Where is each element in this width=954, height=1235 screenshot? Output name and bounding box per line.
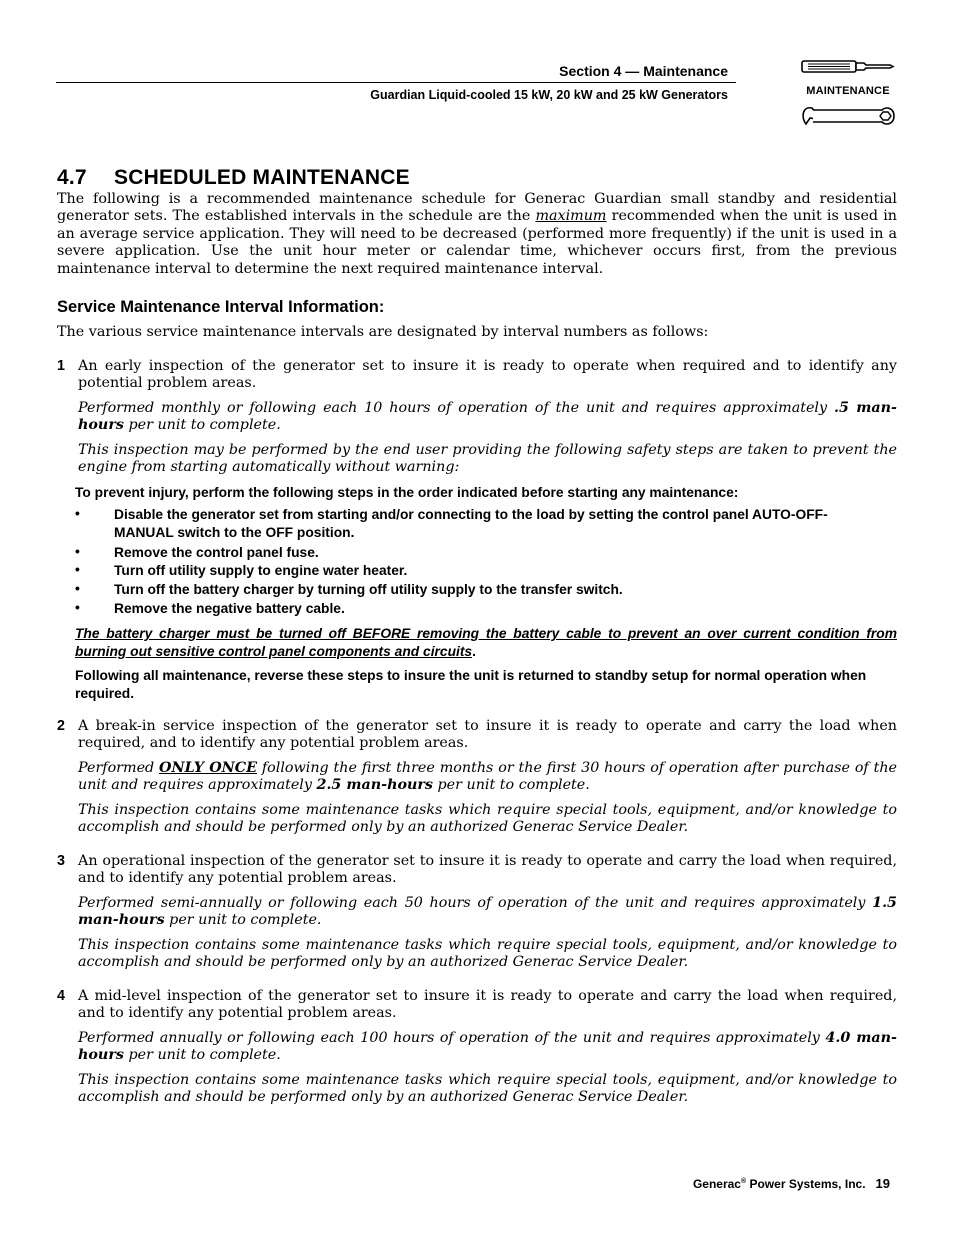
intro-emphasis: maximum [535,208,607,225]
intro-paragraph [57,191,897,278]
section-header: Section 4 — Maintenance [559,63,728,79]
schedule-text-end: per unit to complete. [164,912,322,929]
schedule-hours: .5 man-hours [78,400,897,434]
footer-company: Generac [692,1177,741,1191]
schedule-text-mid: following the first three months or the first 30 hours of operation after purchase of the unit and requires approximately [78,760,897,794]
bullet-1: Disable the generator set from starting and/or connecting to the load by setting the control panel AUTO-OFF-MANUAL switch to the OFF position. [114,507,828,540]
interval-number-3: 3 [57,853,65,869]
interval-3-description: An operational inspection of the generator set to insure it is ready to operate and carry the load when required, and to identify any potential problem areas. [78,853,897,887]
only-once-emphasis: ONLY ONCE [159,760,258,776]
footer-company-rest: Power Systems, Inc. [746,1177,866,1191]
bullet-4-dot: • [75,581,80,596]
bullet-2-dot: • [75,544,80,559]
interval-2-schedule [78,760,897,795]
interval-4-description: A mid-level inspection of the generator set to insure it is ready to operate and carry the load when required, and to identify any potential problem areas. [78,988,897,1022]
interval-number-2: 2 [57,718,65,734]
schedule-hours: 1.5 man-hours [78,895,897,929]
bullet-3: Turn off utility supply to engine water heater. [114,563,408,578]
registered-mark: ® [740,1178,747,1185]
page-title [57,166,410,190]
logo-label: MAINTENANCE [806,85,890,97]
intro-text-a: The following is a recommended maintenance schedule for Generac Guardian small standby and residential generator sets. The established intervals in the schedule are the [57,191,897,225]
schedule-text: Performed semi-annually or following each 50 hours of operation of the unit and requires approximately [78,895,873,911]
schedule-text: Performed annually or following each 100 hours of operation of the unit and requires approximately [78,1030,826,1046]
schedule-hours: 4.0 man-hours [78,1030,897,1064]
interval-2-note: This inspection contains some maintenance tasks which require special tools, equipment, and/or knowledge to accomplish and should be performed only by an authorized Generac Service Dealer. [78,802,897,836]
subheading: Service Maintenance Interval Information: [57,298,385,316]
schedule-hours: 2.5 man-hours [316,777,433,794]
schedule-text-end: per unit to complete. [432,777,590,794]
bullet-5: Remove the negative battery cable. [114,601,345,616]
subintro: The various service maintenance intervals are designated by interval numbers as follows: [57,324,709,340]
caution-period: . [472,643,476,659]
warning-heading: To prevent injury, perform the following steps in the order indicated before starting any maintenance: [75,485,739,500]
caution-text: The battery charger must be turned off BEFORE removing the battery cable to prevent an over current condition from burning out sensitive control panel components and circuits [75,626,897,659]
interval-3-schedule [78,895,897,930]
battery-caution [75,625,897,660]
bullet-1-dot: • [75,506,80,521]
bullet-3-dot: • [75,562,80,577]
document-subtitle: Guardian Liquid-cooled 15 kW, 20 kW and 25 kW Generators [370,88,728,102]
schedule-text-end: per unit to complete. [123,417,281,434]
schedule-text-end: per unit to complete. [123,1047,281,1064]
interval-4-note: This inspection contains some maintenance tasks which require special tools, equipment, and/or knowledge to accomplish and should be performed only by an authorized Generac Service Dealer. [78,1072,897,1106]
interval-1-schedule [78,400,897,435]
intro-text-b: recommended when the unit is used in an average service application. They will need to be decreased (performed more frequently) if the unit is used in a severe application. Use the unit hour meter or calendar time, whichever occurs first, from the previous maintenance interval to determine the next required maintenance interval. [57,208,897,277]
interval-1-description: An early inspection of the generator set to insure it is ready to operate when required and to identify any potential problem areas. [78,358,897,392]
bullet-2: Remove the control panel fuse. [114,545,319,560]
interval-1-note: This inspection may be performed by the end user providing the following safety steps are taken to prevent the engine from starting automatically without warning: [78,442,897,476]
post-maintenance-note: Following all maintenance, reverse these steps to insure the unit is returned to standby setup for normal operation when required. [75,668,867,701]
title-text: SCHEDULED MAINTENANCE [114,166,410,189]
interval-4-schedule [78,1030,897,1065]
interval-2-description: A break-in service inspection of the generator set to insure it is ready to operate and carry the load when required, and to identify any potential problem areas. [78,718,897,752]
bullet-4: Turn off the battery charger by turning off utility supply to the transfer switch. [114,582,623,597]
interval-3-note: This inspection contains some maintenance tasks which require special tools, equipment, and/or knowledge to accomplish and should be performed only by an authorized Generac Service Dealer. [78,937,897,971]
interval-number-4: 4 [57,988,65,1004]
page-footer [560,1176,890,1191]
section-number: 4.7 [57,166,87,189]
bullet-5-dot: • [75,600,80,615]
header-rule [56,82,736,83]
schedule-text: Performed [78,760,160,776]
schedule-text: Performed monthly or following each 10 hours of operation of the unit and requires approximately [78,400,834,416]
page-number: 19 [875,1176,890,1191]
interval-number-1: 1 [57,358,65,374]
